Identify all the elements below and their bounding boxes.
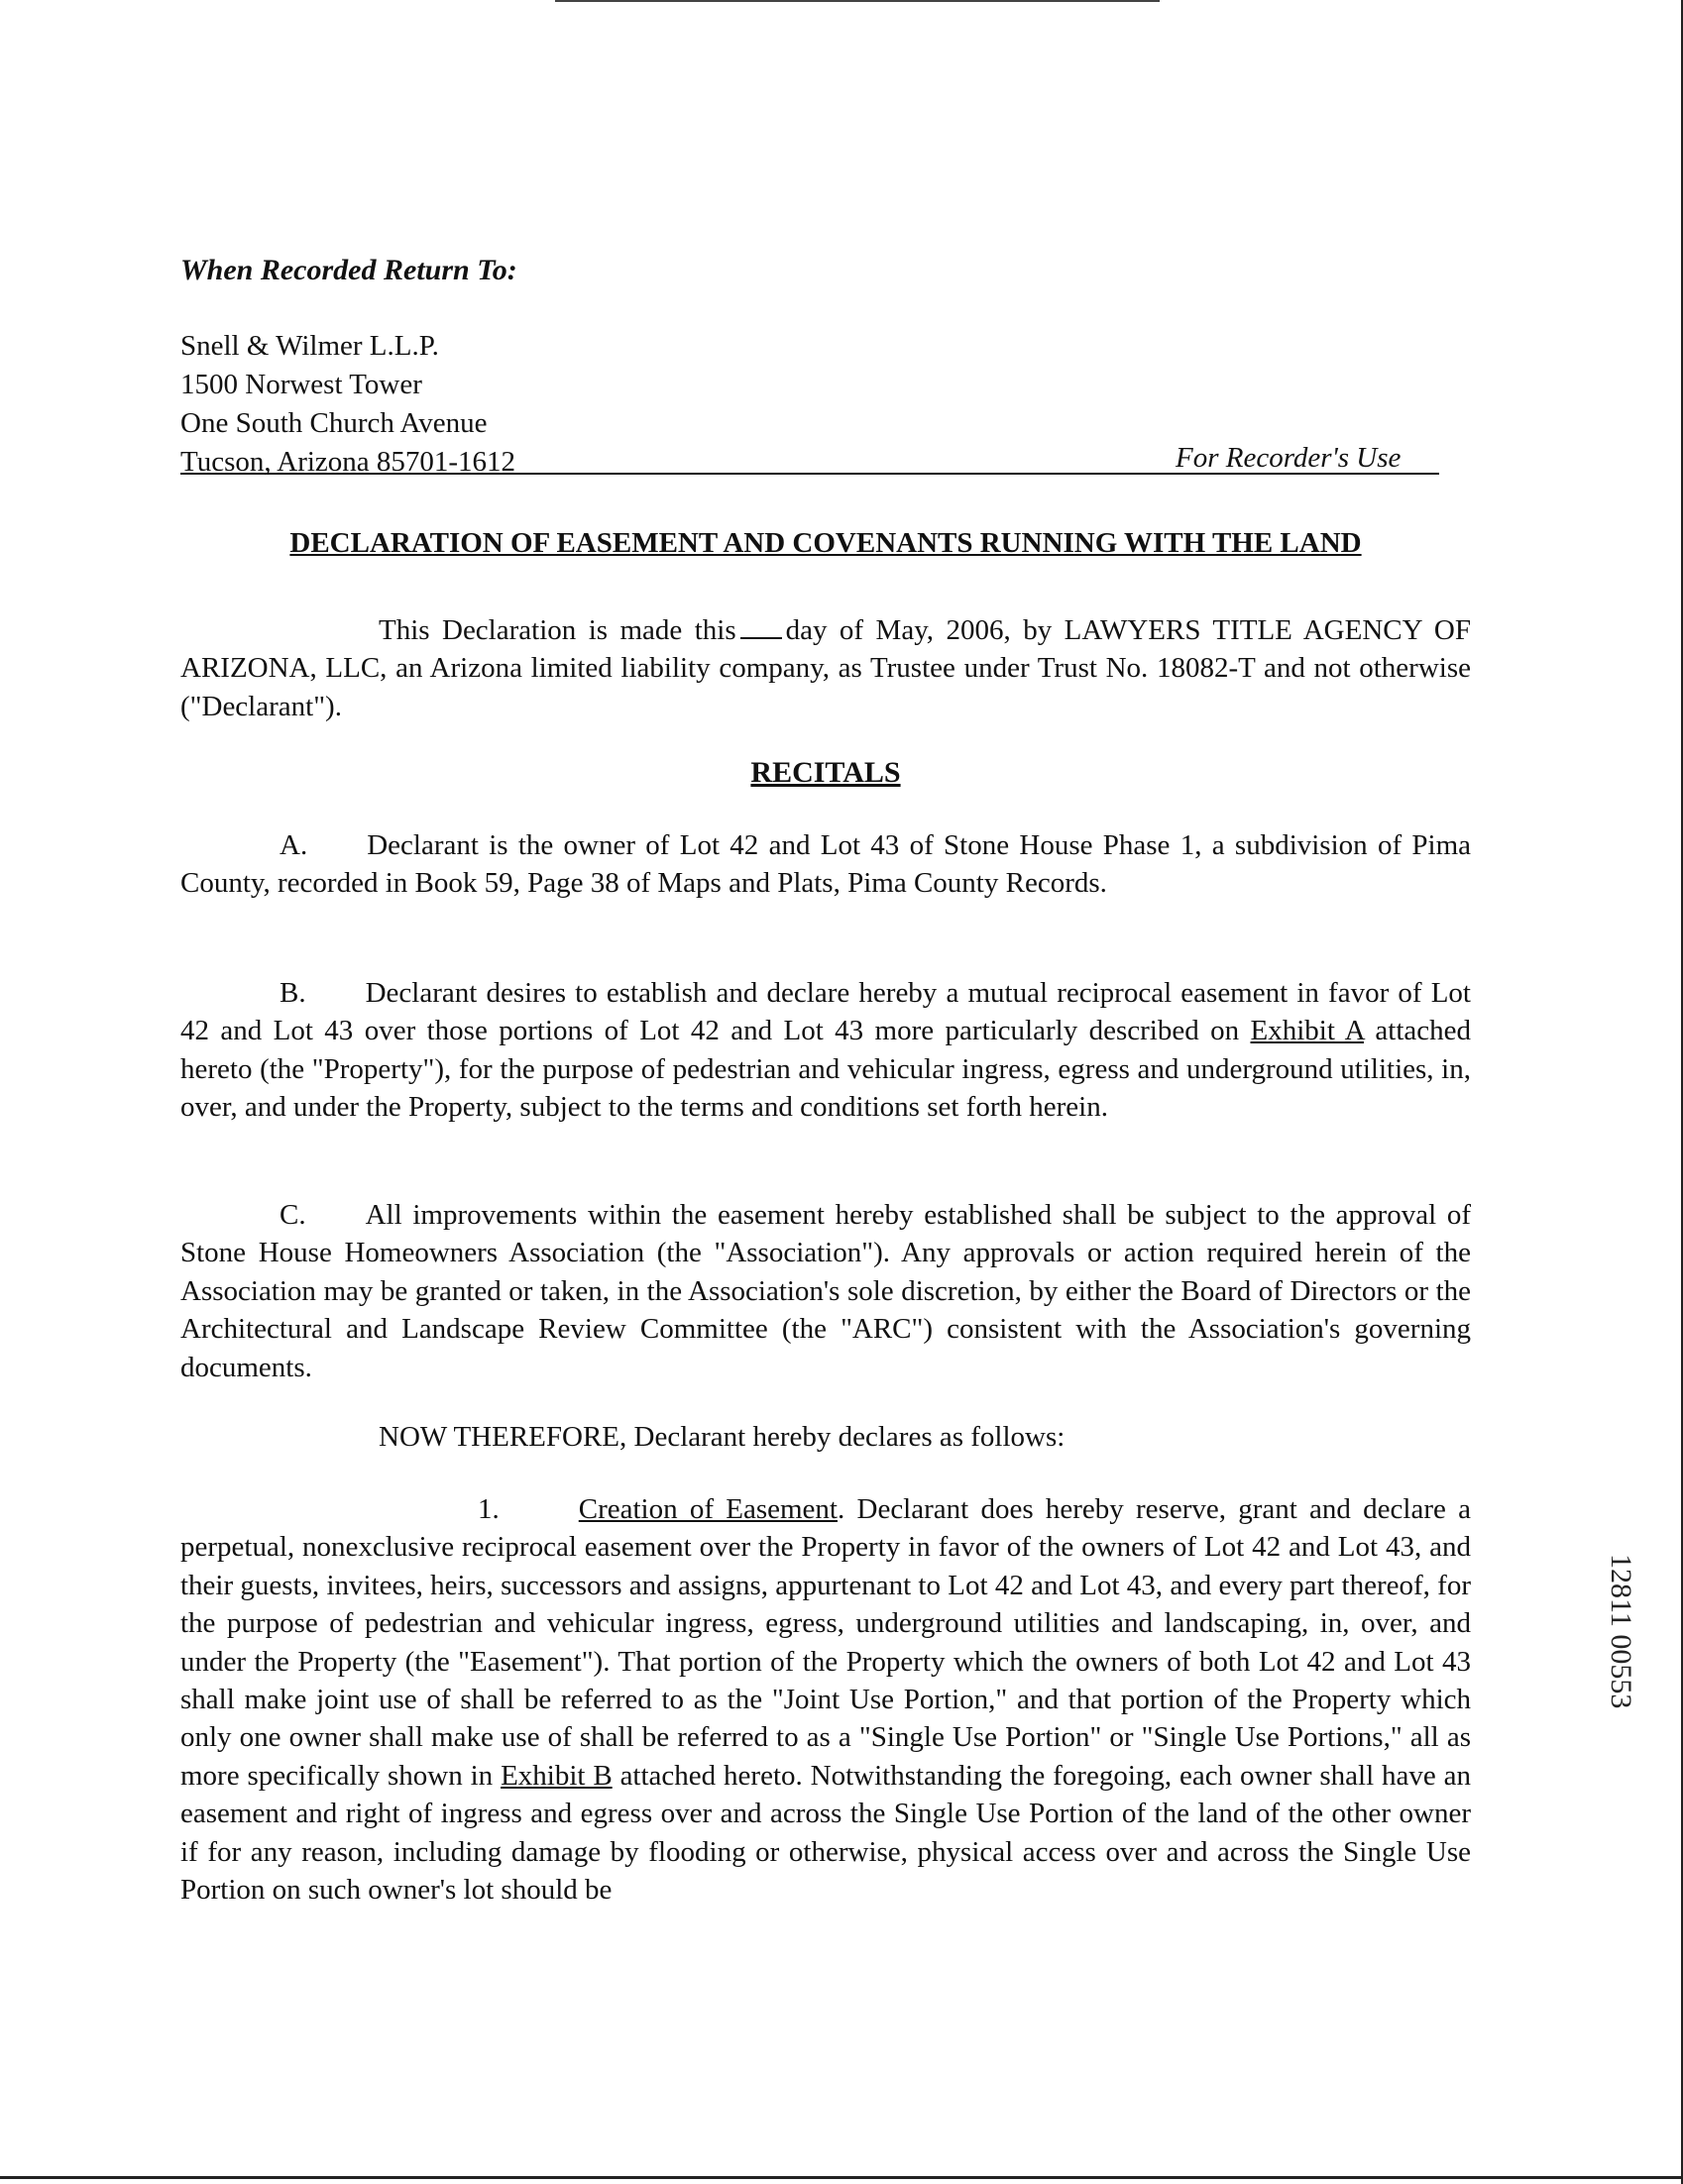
recitals-heading: RECITALS xyxy=(750,756,901,789)
recital-b-text-end: attached hereto (the "Property"), for the purpose of pedestrian and vehicular ingress, egress and underground utilities, in, over, and under the Property, subject to the terms and conditions set forth herein. xyxy=(180,1015,1472,1124)
address-line-tower: 1500 Norwest Tower xyxy=(180,369,422,400)
document-title: DECLARATION OF EASEMENT AND COVENANTS RUNNING WITH THE LAND xyxy=(289,527,1362,559)
return-to-heading: When Recorded Return To: xyxy=(180,254,517,286)
recital-a-text: Declarant is the owner of Lot 42 and Lot 43 of Stone House Phase 1, a subdivision of Pima County, recorded in Book 59, Page 38 of Maps and Plats, Pima County Records. xyxy=(180,829,1471,900)
exhibit-a-reference: Exhibit A xyxy=(1250,1015,1365,1047)
return-address xyxy=(180,327,515,482)
recording-stamp xyxy=(1601,1554,1640,1708)
recital-b-letter: B. xyxy=(280,977,306,1009)
exhibit-b-reference: Exhibit B xyxy=(501,1759,613,1792)
recital-c-letter: C. xyxy=(280,1199,306,1231)
section-1 xyxy=(180,1490,1471,1909)
address-line-firm: Snell & Wilmer L.L.P. xyxy=(180,330,439,362)
recorder-use-label: For Recorder's Use xyxy=(1176,442,1402,474)
recital-a-letter: A. xyxy=(280,829,308,861)
recital-c xyxy=(180,1196,1471,1386)
recital-a xyxy=(180,826,1471,903)
now-therefore: NOW THEREFORE, Declarant hereby declares as follows: xyxy=(379,1421,1066,1453)
recital-c-text: All improvements within the easement hereby established shall be subject to the approval of Stone House Homeowners Association (the "Association"). Any approvals or action required herein of the Association may be granted or taken, in the Association's sole discretion, by either the Board of Directors or the Architectural and Landscape Review Committee (the "ARC") consistent with the Association's governing documents. xyxy=(180,1199,1471,1383)
scan-mark xyxy=(555,0,1160,5)
address-line-street: One South Church Avenue xyxy=(180,407,488,439)
page-edge-bottom xyxy=(0,2176,1683,2179)
intro-text-end: day of May, 2006, by LAWYERS TITLE AGENCY OF ARIZONA, LLC, an Arizona limited liability company, as Trustee under Trust No. 18082-T and not otherwise ("Declarant"). xyxy=(180,614,1471,722)
section-1-text-end: attached hereto. Notwithstanding the foregoing, each owner shall have an easement and right of ingress and egress over and across the Single Use Portion of the land of the other owner if for any reason, including damage by flooding or otherwise, physical access over and across the Single Use Portion on such owner's lot should be xyxy=(180,1759,1472,1907)
recital-b xyxy=(180,974,1471,1127)
address-line-city: Tucson, Arizona 85701-1612 xyxy=(180,446,516,478)
day-blank xyxy=(740,613,782,639)
section-1-heading: Creation of Easement xyxy=(578,1493,838,1525)
section-1-number: 1. xyxy=(478,1493,500,1525)
intro-paragraph xyxy=(180,611,1471,725)
section-1-text-start: . Declarant does hereby reserve, grant and declare a perpetual, nonexclusive reciprocal easement over the Property in favor of the owners of Lot 42 and Lot 43, and their guests, invitees, heirs, successors and assigns, appurtenant to Lot 42 and Lot 43, and every part thereof, for the purpose of pedestrian and vehicular ingress, egress, underground utilities and landscaping, in, over, and under the Property (the "Easement"). That portion of the Property which the owners of both Lot 42 and Lot 43 shall make joint use of shall be referred to as the "Joint Use Portion," and that portion of the Property which only one owner shall make use of shall be referred to as a "Single Use Portion" or "Single Use Portions," all as more specifically shown in xyxy=(180,1493,1471,1792)
recording-stamp-text: 12811 00553 xyxy=(1605,1554,1637,1709)
recital-b-text-start: Declarant desires to establish and declare hereby a mutual reciprocal easement in favor of Lot 42 and Lot 43 over those portions of Lot 42 and Lot 43 more particularly described on xyxy=(180,977,1471,1047)
intro-text-start: This Declaration is made this xyxy=(379,614,736,646)
